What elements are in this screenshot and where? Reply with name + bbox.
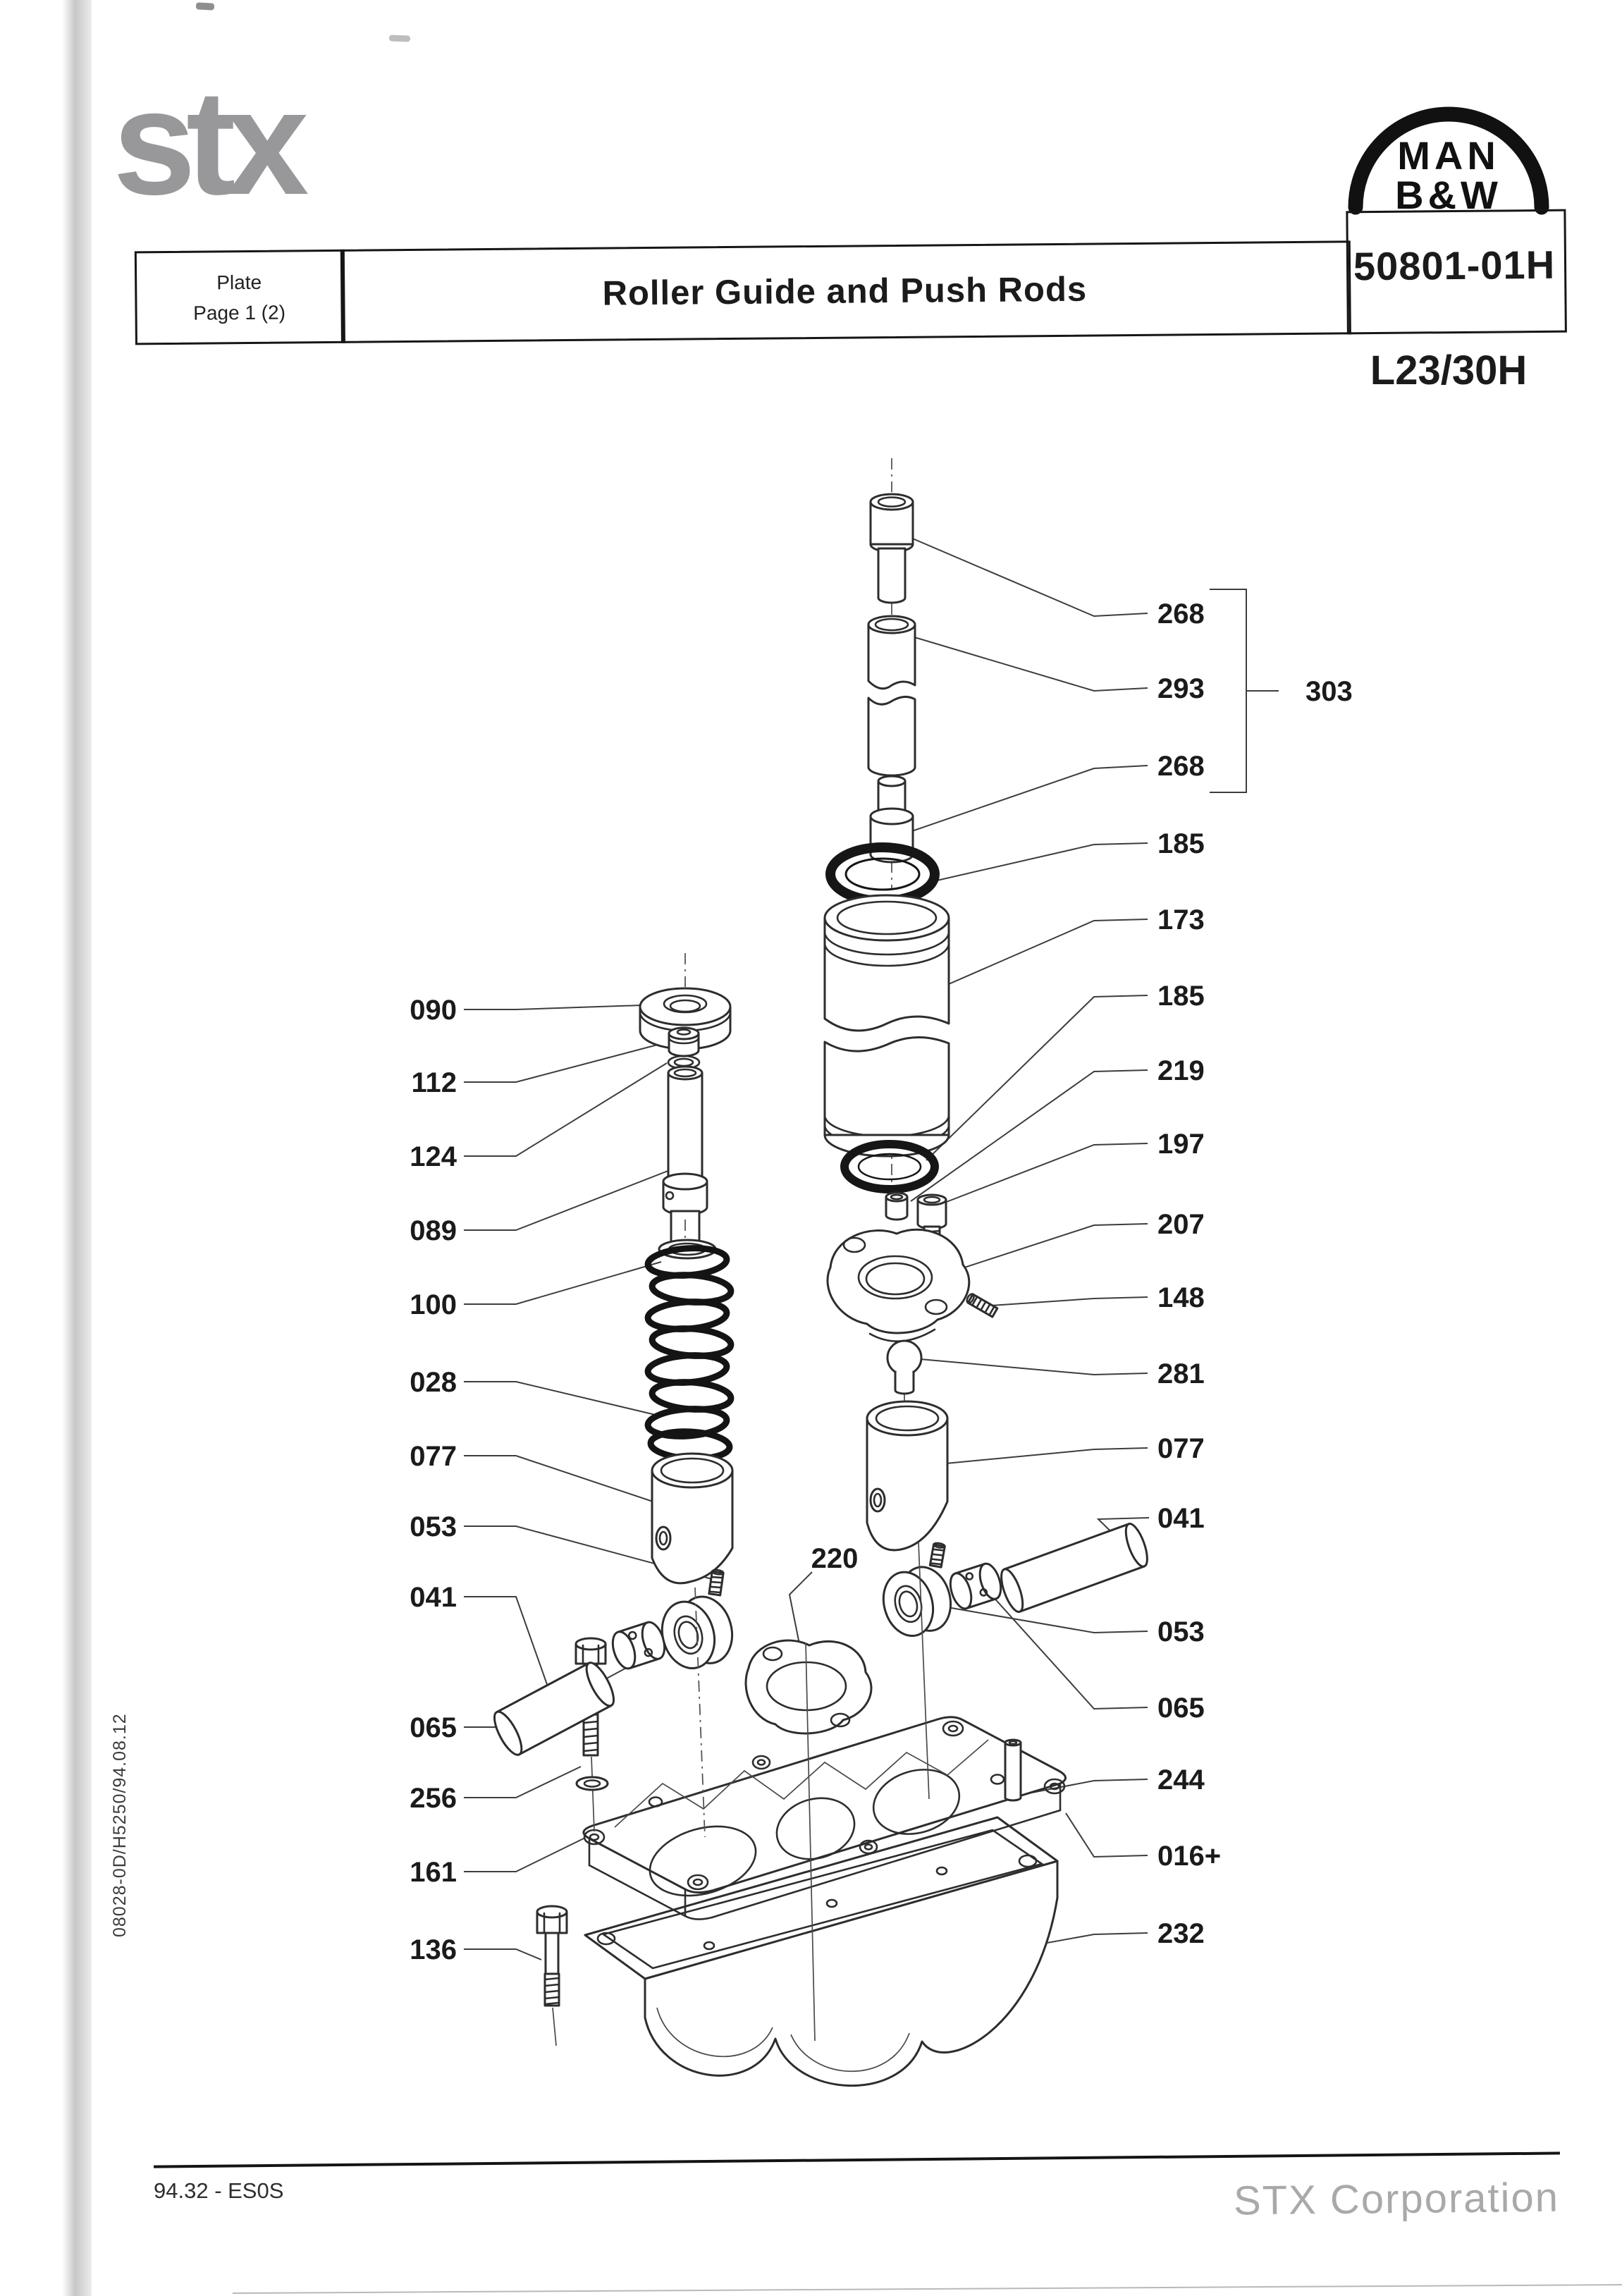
roller-guide-body-077-left	[652, 1454, 732, 1583]
part-label-148: 148	[1157, 1282, 1205, 1313]
part-label-256: 256	[410, 1783, 457, 1814]
part-label-136: 136	[410, 1934, 457, 1965]
bushing-right	[947, 1561, 1005, 1611]
part-label-244: 244	[1157, 1764, 1205, 1795]
part-label-090: 090	[410, 995, 457, 1026]
stx-logo: stx	[113, 59, 300, 226]
roller-053-left	[655, 1590, 740, 1674]
washer-256	[577, 1777, 608, 1790]
part-label-089: 089	[410, 1215, 457, 1246]
part-label-185-b: 185	[1157, 981, 1205, 1012]
part-label-219: 219	[1157, 1055, 1205, 1086]
set-screw-right	[930, 1542, 945, 1567]
footer-company: STX Corporation	[1233, 2174, 1560, 2224]
roller-053-right	[876, 1561, 958, 1642]
page-label: Page 1 (2)	[193, 301, 286, 325]
flange-207	[828, 1229, 969, 1341]
part-label-207: 207	[1157, 1209, 1205, 1240]
bushing-112	[669, 1028, 699, 1056]
bushing-left	[608, 1619, 668, 1671]
push-rod-tube-293	[868, 616, 915, 775]
pin-041-right	[997, 1521, 1151, 1614]
part-label-268-b: 268	[1157, 751, 1205, 782]
part-label-041-right: 041	[1157, 1503, 1205, 1534]
roller-guide-body-077-right	[867, 1401, 947, 1550]
hex-bolt-136	[537, 1906, 567, 2046]
part-label-077-left: 077	[410, 1441, 457, 1472]
part-label-197: 197	[1157, 1129, 1205, 1160]
spring-028	[647, 1246, 732, 1461]
set-screw-148	[966, 1293, 997, 1317]
man-text: MAN	[1397, 133, 1500, 178]
part-label-016: 016+	[1157, 1841, 1222, 1872]
set-screw-left	[709, 1569, 724, 1595]
part-label-065-right: 065	[1157, 1693, 1205, 1724]
thrust-ball-281	[887, 1341, 921, 1394]
plate-label: Plate	[216, 271, 262, 294]
page-title: Roller Guide and Push Rods	[602, 270, 1088, 313]
gasket-220	[746, 1640, 871, 1733]
plate-number: 50801-01H	[1353, 242, 1556, 289]
part-label-303: 303	[1305, 676, 1353, 707]
part-label-293: 293	[1157, 673, 1205, 704]
margin-doc-code: 08028-0D/H5250/94.08.12	[110, 1713, 130, 1937]
part-label-100: 100	[410, 1289, 457, 1320]
valve-rod-089	[663, 1067, 707, 1246]
part-label-041-left: 041	[410, 1582, 457, 1613]
pin-041-left	[489, 1659, 619, 1759]
part-label-220: 220	[811, 1543, 859, 1574]
part-label-053-right: 053	[1157, 1616, 1205, 1647]
footer-doc-code: 94.32 - ES0S	[154, 2178, 284, 2203]
bushing-219	[886, 1193, 907, 1220]
sleeve-173	[825, 895, 949, 1156]
engine-type: L23/30H	[1370, 348, 1528, 393]
bw-text: B&W	[1395, 173, 1502, 217]
part-label-173: 173	[1157, 904, 1205, 935]
dowel-pin-244	[1005, 1740, 1021, 1800]
part-label-185-a: 185	[1157, 828, 1205, 859]
part-label-281: 281	[1157, 1358, 1205, 1389]
part-label-112: 112	[411, 1067, 457, 1098]
part-label-161: 161	[410, 1857, 457, 1888]
push-rod-end-268-top	[871, 494, 913, 603]
part-label-065-left: 065	[410, 1712, 457, 1743]
part-label-232: 232	[1157, 1918, 1205, 1949]
part-label-028: 028	[410, 1367, 457, 1398]
part-label-053-left: 053	[410, 1511, 457, 1542]
part-label-268-a: 268	[1157, 598, 1205, 630]
part-label-077-right: 077	[1157, 1433, 1205, 1464]
part-label-124: 124	[410, 1141, 457, 1172]
